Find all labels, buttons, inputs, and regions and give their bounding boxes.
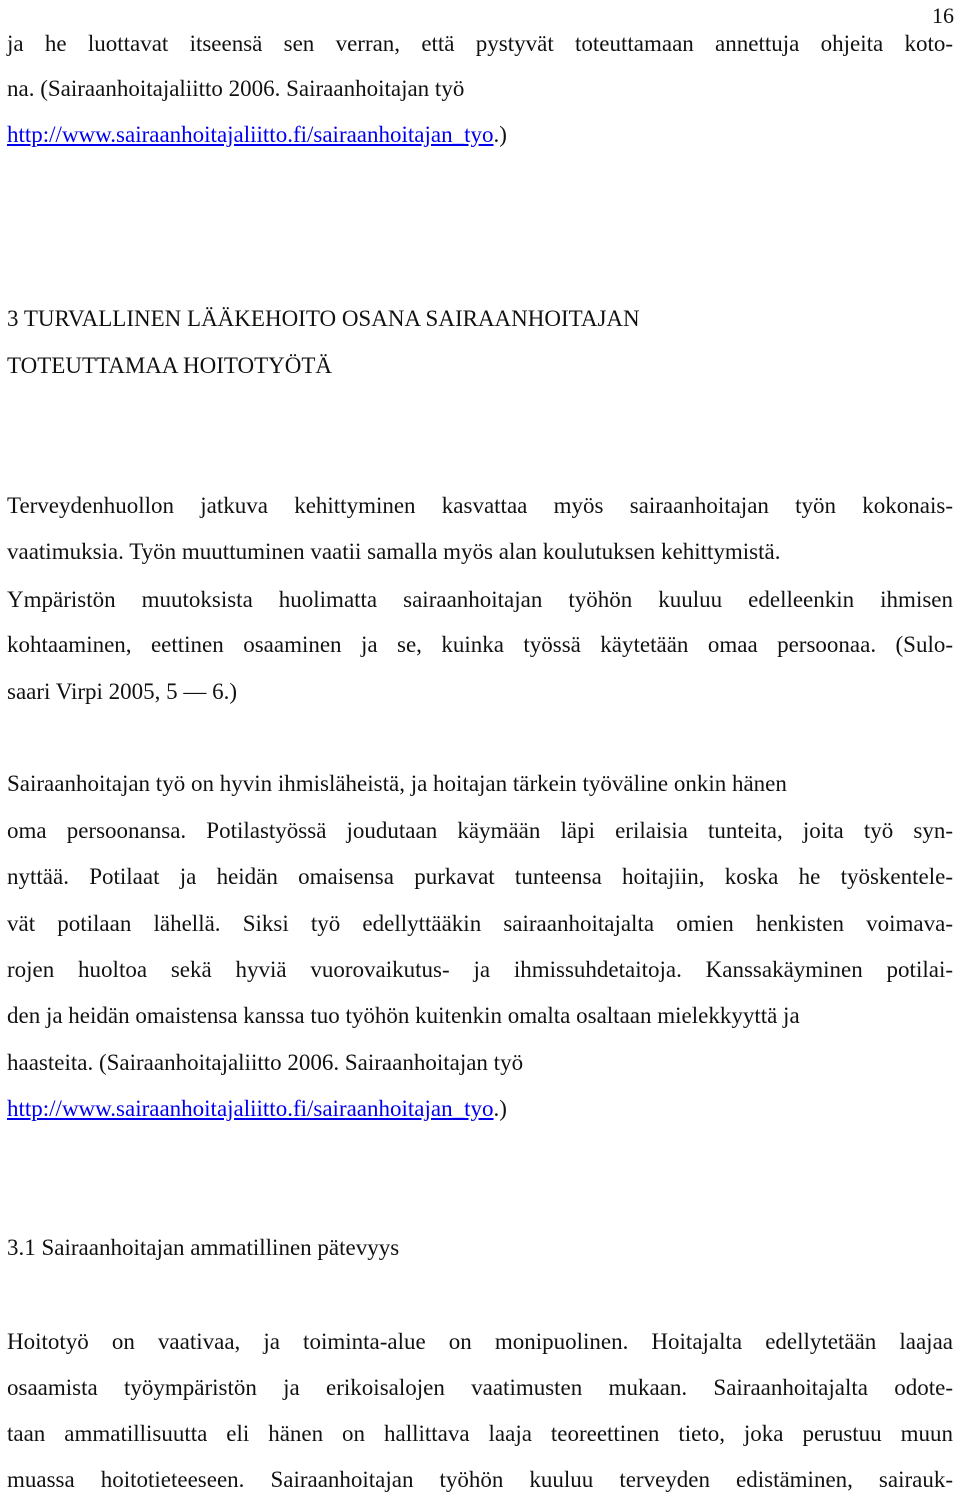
body-line: [7, 1094, 507, 1124]
body-line: nyttää. Potilaat ja heidän omaisensa purkavat tunteensa hoitajiin, koska he työskentele-: [7, 864, 953, 889]
link-suffix: .): [493, 122, 507, 147]
body-line: ja he luottavat itseensä sen verran, että pystyvät toteuttamaan annettuja ohjeita koto-: [7, 31, 953, 56]
body-line: Ympäristön muutoksista huolimatta sairaanhoitajan työhön kuuluu edelleenkin ihmisen: [7, 587, 953, 612]
body-line: vät potilaan lähellä. Siksi työ edellyttääkin sairaanhoitajalta omien henkisten voimava-: [7, 911, 953, 936]
body-line: muassa hoitotieteeseen. Sairaanhoitajan työhön kuuluu terveyden edistäminen, sairauk-: [7, 1467, 953, 1492]
body-line: saari Virpi 2005, 5 — 6.): [7, 679, 238, 704]
body-line: Hoitotyö on vaativaa, ja toiminta-alue on monipuolinen. Hoitajalta edellytetään laajaa: [7, 1329, 953, 1354]
section-heading: 3.1 Sairaanhoitajan ammatillinen pätevyys: [7, 1235, 400, 1260]
body-line: haasteita. (Sairaanhoitajaliitto 2006. Sairaanhoitajan työ: [7, 1050, 524, 1075]
body-line: na. (Sairaanhoitajaliitto 2006. Sairaanhoitajan työ: [7, 76, 465, 101]
chapter-heading-line: 3 TURVALLINEN LÄÄKEHOITO OSANA SAIRAANHOITAJAN: [7, 306, 640, 331]
body-line: den ja heidän omaistensa kanssa tuo työhön kuitenkin omalta osaltaan mielekkyyttä ja: [7, 1003, 800, 1028]
reference-link[interactable]: http://www.sairaanhoitajaliitto.fi/sairaanhoitajan_tyo: [7, 1096, 494, 1121]
link-suffix: .): [493, 1096, 507, 1121]
reference-link[interactable]: http://www.sairaanhoitajaliitto.fi/sairaanhoitajan_tyo: [7, 122, 494, 147]
body-line: Terveydenhuollon jatkuva kehittyminen kasvattaa myös sairaanhoitajan työn kokonais-: [7, 493, 953, 518]
body-line: [7, 120, 507, 150]
page-number: 16: [932, 3, 954, 28]
body-line: vaatimuksia. Työn muuttuminen vaatii samalla myös alan koulutuksen kehittymistä.: [7, 539, 781, 564]
body-line: rojen huoltoa sekä hyviä vuorovaikutus- ja ihmissuhdetaitoja. Kanssakäyminen potilai-: [7, 957, 953, 982]
body-line: oma persoonansa. Potilastyössä joudutaan käymään läpi erilaisia tunteita, joita työ syn-: [7, 818, 953, 843]
body-line: taan ammatillisuutta eli hänen on hallittava laaja teoreettinen tieto, joka perustuu muun: [7, 1421, 953, 1446]
body-line: Sairaanhoitajan työ on hyvin ihmisläheistä, ja hoitajan tärkein työväline onkin hänen: [7, 771, 787, 796]
body-line: kohtaaminen, eettinen osaaminen ja se, kuinka työssä käytetään omaa persoonaa. (Sulo-: [7, 632, 953, 657]
chapter-heading-line: TOTEUTTAMAA HOITOTYÖTÄ: [7, 353, 333, 378]
body-line: osaamista työympäristön ja erikoisalojen vaatimusten mukaan. Sairaanhoitajalta odote-: [7, 1375, 953, 1400]
